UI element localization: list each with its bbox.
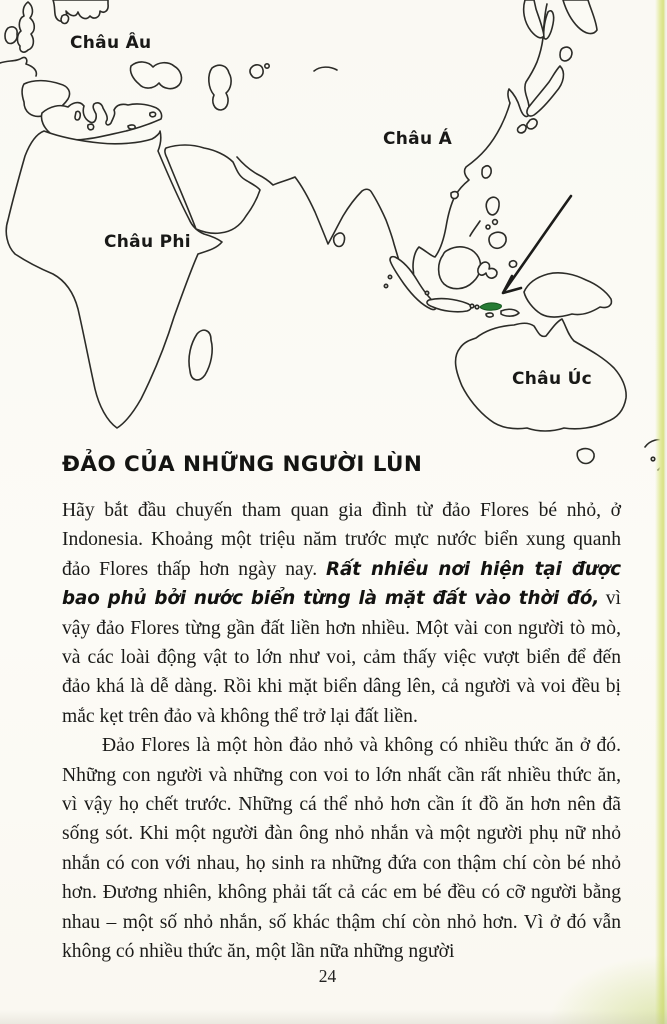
paragraph-1-handwritten-emphasis: Rất nhiều nơi hiện tại được bao phủ bởi nước biển từng là mặt đất vào thời đó, <box>62 558 621 610</box>
caspian-sea-outline <box>209 65 231 110</box>
paragraph-1-normal: Hãy bắt đầu chuyến tham quan gia đình từ đảo Flores bé nhỏ, ở Indonesia. Khoảng một triệu năm trước mực nước biển xung quanh đảo Flores thấp hơn ngày nay. <box>62 500 621 580</box>
visayas-island <box>493 220 498 225</box>
label-africa: Châu Phi <box>104 232 191 252</box>
page-number: 24 <box>318 966 337 986</box>
mindanao-outline <box>489 232 506 248</box>
madagascar-outline <box>189 330 212 380</box>
taiwan-outline <box>482 166 491 178</box>
siberia-corner-outline <box>563 0 597 34</box>
borneo-outline <box>439 247 481 289</box>
visayas-island <box>486 225 490 229</box>
arrow-head <box>503 276 521 293</box>
label-asia: Châu Á <box>383 129 453 149</box>
bali-island <box>470 304 474 308</box>
sulawesi-outline <box>478 262 497 278</box>
kamchatka-outline <box>524 0 544 38</box>
scan-bottom-shadow <box>0 1010 667 1024</box>
aral-sea-outline <box>250 65 263 78</box>
continent-asia <box>165 0 597 292</box>
kyushu-outline <box>518 125 527 133</box>
timor-outline <box>501 309 519 316</box>
hokkaido-outline <box>560 47 572 61</box>
britain-outline <box>17 2 34 52</box>
continent-europe <box>0 0 337 140</box>
label-australia: Châu Úc <box>512 369 593 389</box>
paragraph-1 <box>62 496 621 731</box>
lake-balkhash-outline <box>314 67 337 71</box>
honshu-outline <box>527 66 564 116</box>
palawan-outline <box>470 221 480 236</box>
black-sea-outline <box>130 62 181 89</box>
new-guinea-outline <box>524 273 611 317</box>
small-lake <box>265 64 269 68</box>
sicily-outline <box>88 124 94 130</box>
hainan-outline <box>451 192 458 199</box>
paragraph-2: Đảo Flores là một hòn đảo nhỏ và không có nhiều thức ăn ở đó. Những con người và những con voi to lớn nhất cần rất nhiều thức ăn, vì vậy họ chết trước. Những cá thể nhỏ hơn cần ít đồ ăn hơn nên đã sống sót. Khi một người đàn ông nhỏ nhắn và một người phụ nữ nhỏ nhắn có con với nhau, họ sinh ra những đứa con thậm chí còn bé nhỏ hơn. Đương nhiên, không phải tất cả các em bé đều có cỡ người bằng nhau – một số nhỏ nhắn, số khác thậm chí còn nhỏ hơn. Vì ở đó vẫn không có nhiều thức ăn, một lần nữa những người <box>62 735 621 963</box>
indonesia-archipelago <box>384 197 611 317</box>
luzon-outline <box>486 197 499 215</box>
section-heading: ĐẢO CỦA NHỮNG NGƯỜI LÙN <box>62 452 423 477</box>
sumba-outline <box>486 313 493 317</box>
cyprus-outline <box>150 112 156 117</box>
paragraph-1-normal-continued: vì vậy đảo Flores từng gần đất liền hơn nhiều. Một vài con người tò mò, và các loài động vật to lớn như voi, cảm thấy việc vượt biển để đến đảo khá là dễ dàng. Rồi khi mặt biển dâng lên, cả người và voi đều bị mắc kẹt trên đảo và không thể trở lại đất liền. <box>62 588 622 727</box>
scanned-page-edge <box>655 0 667 1024</box>
lombok-island <box>475 305 479 309</box>
shikoku-outline <box>527 119 537 129</box>
mentawai-island <box>388 275 391 278</box>
world-map <box>0 0 667 482</box>
mediterranean-sea-outline <box>41 103 161 140</box>
text-column <box>62 452 621 967</box>
bangka-island <box>425 291 428 294</box>
atlantic-coast <box>0 57 36 76</box>
label-europe: Châu Âu <box>70 33 152 53</box>
sri-lanka-outline <box>334 233 345 247</box>
continent-australia <box>456 319 667 470</box>
jutland-outline <box>61 15 69 24</box>
ireland-outline <box>5 27 17 44</box>
flores-island-highlight <box>480 303 502 310</box>
sardinia-outline <box>75 111 80 120</box>
crete-outline <box>128 125 135 129</box>
mentawai-island <box>384 284 387 287</box>
halmahera-outline <box>509 261 516 267</box>
